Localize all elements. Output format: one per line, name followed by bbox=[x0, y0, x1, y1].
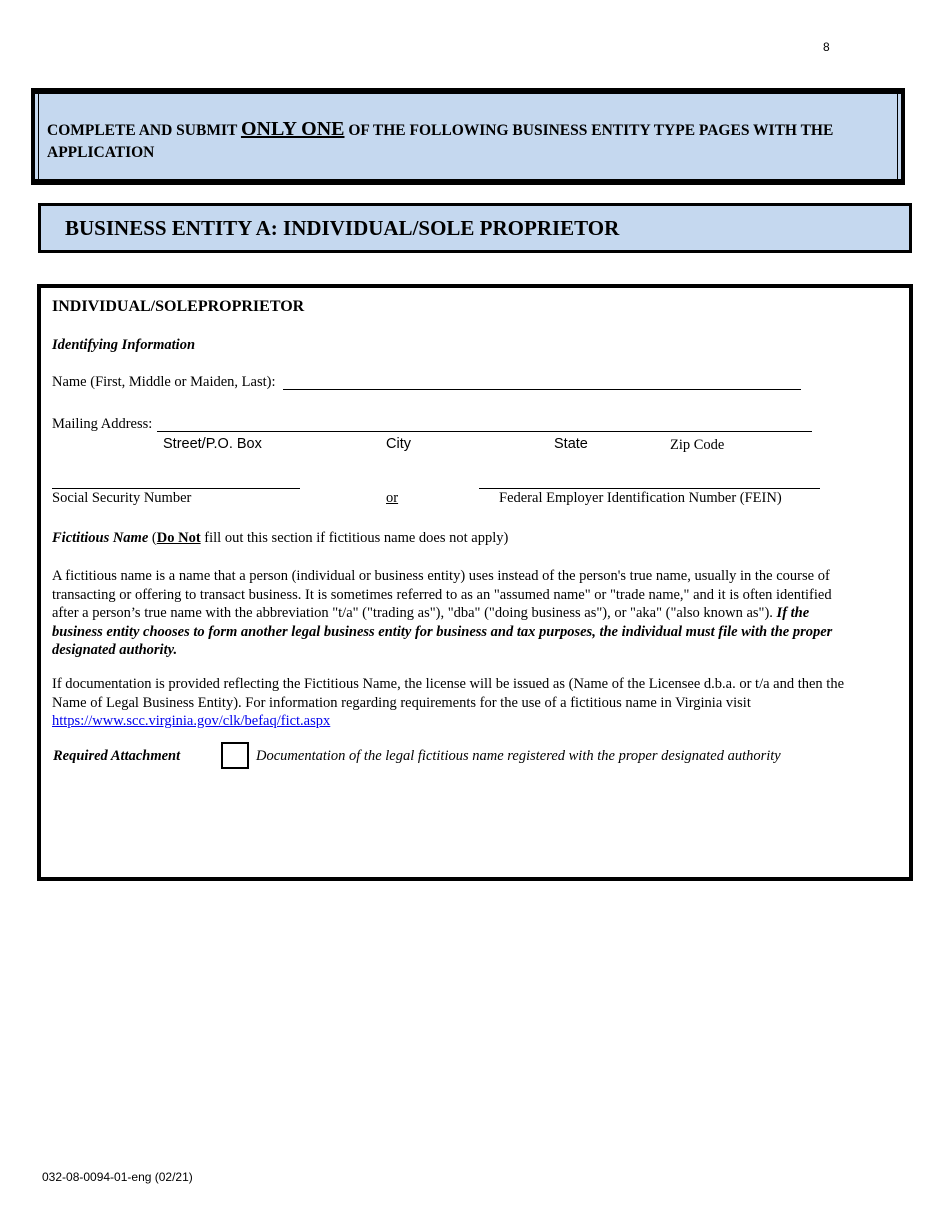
instruction-banner bbox=[31, 88, 905, 185]
zip-code-label: Zip Code bbox=[670, 437, 725, 453]
mailing-address-label: Mailing Address: bbox=[52, 416, 153, 432]
attachment-description: Documentation of the legal fictitious name registered with the proper designated authority bbox=[256, 748, 781, 764]
entity-title: BUSINESS ENTITY A: INDIVIDUAL/SOLE PROPRIETOR bbox=[65, 216, 620, 240]
state-label: State bbox=[554, 436, 588, 452]
section-heading: INDIVIDUAL/SOLEPROPRIETOR bbox=[52, 298, 305, 315]
only-one-emphasis: ONLY ONE bbox=[240, 118, 345, 140]
form-code-footer: 032-08-0094-01-eng (02/21) bbox=[42, 1170, 193, 1184]
name-label: Name (First, Middle or Maiden, Last): bbox=[52, 374, 276, 390]
ssn-input-line[interactable] bbox=[52, 488, 300, 489]
city-label: City bbox=[386, 436, 411, 452]
or-label: or bbox=[386, 490, 399, 506]
entity-title-banner bbox=[38, 203, 912, 253]
documentation-note: If documentation is provided reflecting the Fictitious Name, the license will be issued as (Name of the Licensee d.b.a. or t/a and then the Name of Legal Business Entity). For information regarding requirements for the use of a fictitious name in Virginia visit https://www.scc.virginia.gov/clk/befaq/fict.aspx bbox=[52, 676, 845, 729]
scc-fictitious-name-link[interactable]: https://www.scc.virginia.gov/clk/befaq/fict.aspx bbox=[52, 713, 331, 729]
required-attachment-label: Required Attachment bbox=[53, 748, 181, 764]
ssn-label: Social Security Number bbox=[52, 490, 192, 506]
page-number: 8 bbox=[823, 40, 830, 54]
fictitious-description: A fictitious name is a name that a person (individual or business entity) uses instead of the person's true name, usually in the course of transacting or offering to transact business. It is sometimes referred to as an "assumed name" or "trade name," and it is often identified after a person’s true name with the abbreviation "t/a" ("trading as"), "dba" ("doing business as"), or "aka" ("also known as"). If the business entity chooses to form another legal business entity for business and tax purposes, the individual must file with the proper designated authority. bbox=[52, 568, 833, 658]
instruction-text: COMPLETE AND SUBMIT ONLY ONE OF THE FOLLOWING BUSINESS ENTITY TYPE PAGES WITH THE APPLICATION bbox=[47, 118, 834, 161]
fictitious-name-heading: Fictitious Name (Do Not fill out this section if fictitious name does not apply) bbox=[52, 530, 509, 546]
mailing-address-input-line[interactable] bbox=[157, 431, 812, 432]
fein-label: Federal Employer Identification Number (FEIN) bbox=[499, 490, 782, 506]
name-input-line[interactable] bbox=[283, 389, 801, 390]
street-label: Street/P.O. Box bbox=[163, 436, 262, 452]
identifying-info-heading: Identifying Information bbox=[52, 337, 196, 353]
fein-input-line[interactable] bbox=[479, 488, 820, 489]
attachment-checkbox[interactable] bbox=[221, 742, 249, 769]
